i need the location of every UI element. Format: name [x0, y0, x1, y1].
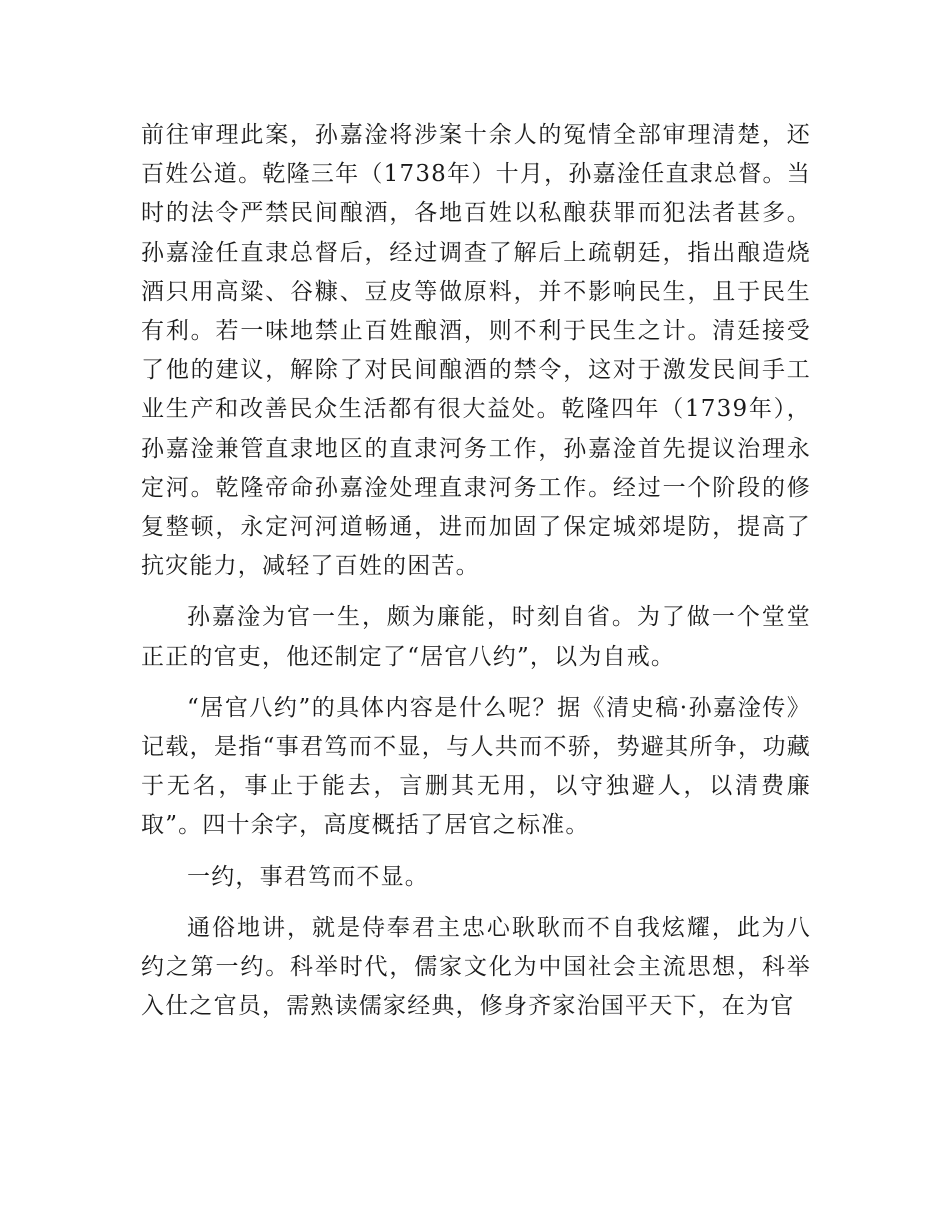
paragraph-4: 一约，事君笃而不显。	[187, 863, 429, 890]
paragraph-3: “居官八约”的具体内容是什么呢？据《清史稿·孙嘉淦传》记载，是指“事君笃而不显，与人共而不骄，势避其所争，功藏于无名，事止于能去，言删其无用，以守独避人，以清费廉取”。四十余字，高度概括了居官之标准。	[141, 694, 811, 839]
body-text	[141, 116, 811, 1038]
paragraph-5: 通俗地讲，就是侍奉君主忠心耿耿而不自我炫耀，此为八约之第一约。科举时代，儒家文化为中国社会主流思想，科举入仕之官员，需熟读儒家经典，修身齐家治国平天下，在为官	[141, 914, 811, 1020]
paragraph-2: 孙嘉淦为官一生，颇为廉能，时刻自省。为了做一个堂堂正正的官吏，他还制定了“居官八约”，以为自戒。	[141, 604, 811, 670]
paragraph-1: 前往审理此案，孙嘉淦将涉案十余人的冤情全部审理清楚，还百姓公道。乾隆三年（1738年）十月，孙嘉淦任直隶总督。当时的法令严禁民间酿酒，各地百姓以私酿获罪而犯法者甚多。孙嘉淦任直隶总督后，经过调查了解后上疏朝廷，指出酿造烧酒只用高粱、谷糠、豆皮等做原料，并不影响民生，且于民生有利。若一味地禁止百姓酿酒，则不利于民生之计。清廷接受了他的建议，解除了对民间酿酒的禁令，这对于激发民间手工业生产和改善民众生活都有很大益处。乾隆四年（1739年），孙嘉淦兼管直隶地区的直隶河务工作，孙嘉淦首先提议治理永定河。乾隆帝命孙嘉淦处理直隶河务工作。经过一个阶段的修复整顿，永定河河道畅通，进而加固了保定城郊堤防，提高了抗灾能力，减轻了百姓的困苦。	[141, 122, 811, 580]
